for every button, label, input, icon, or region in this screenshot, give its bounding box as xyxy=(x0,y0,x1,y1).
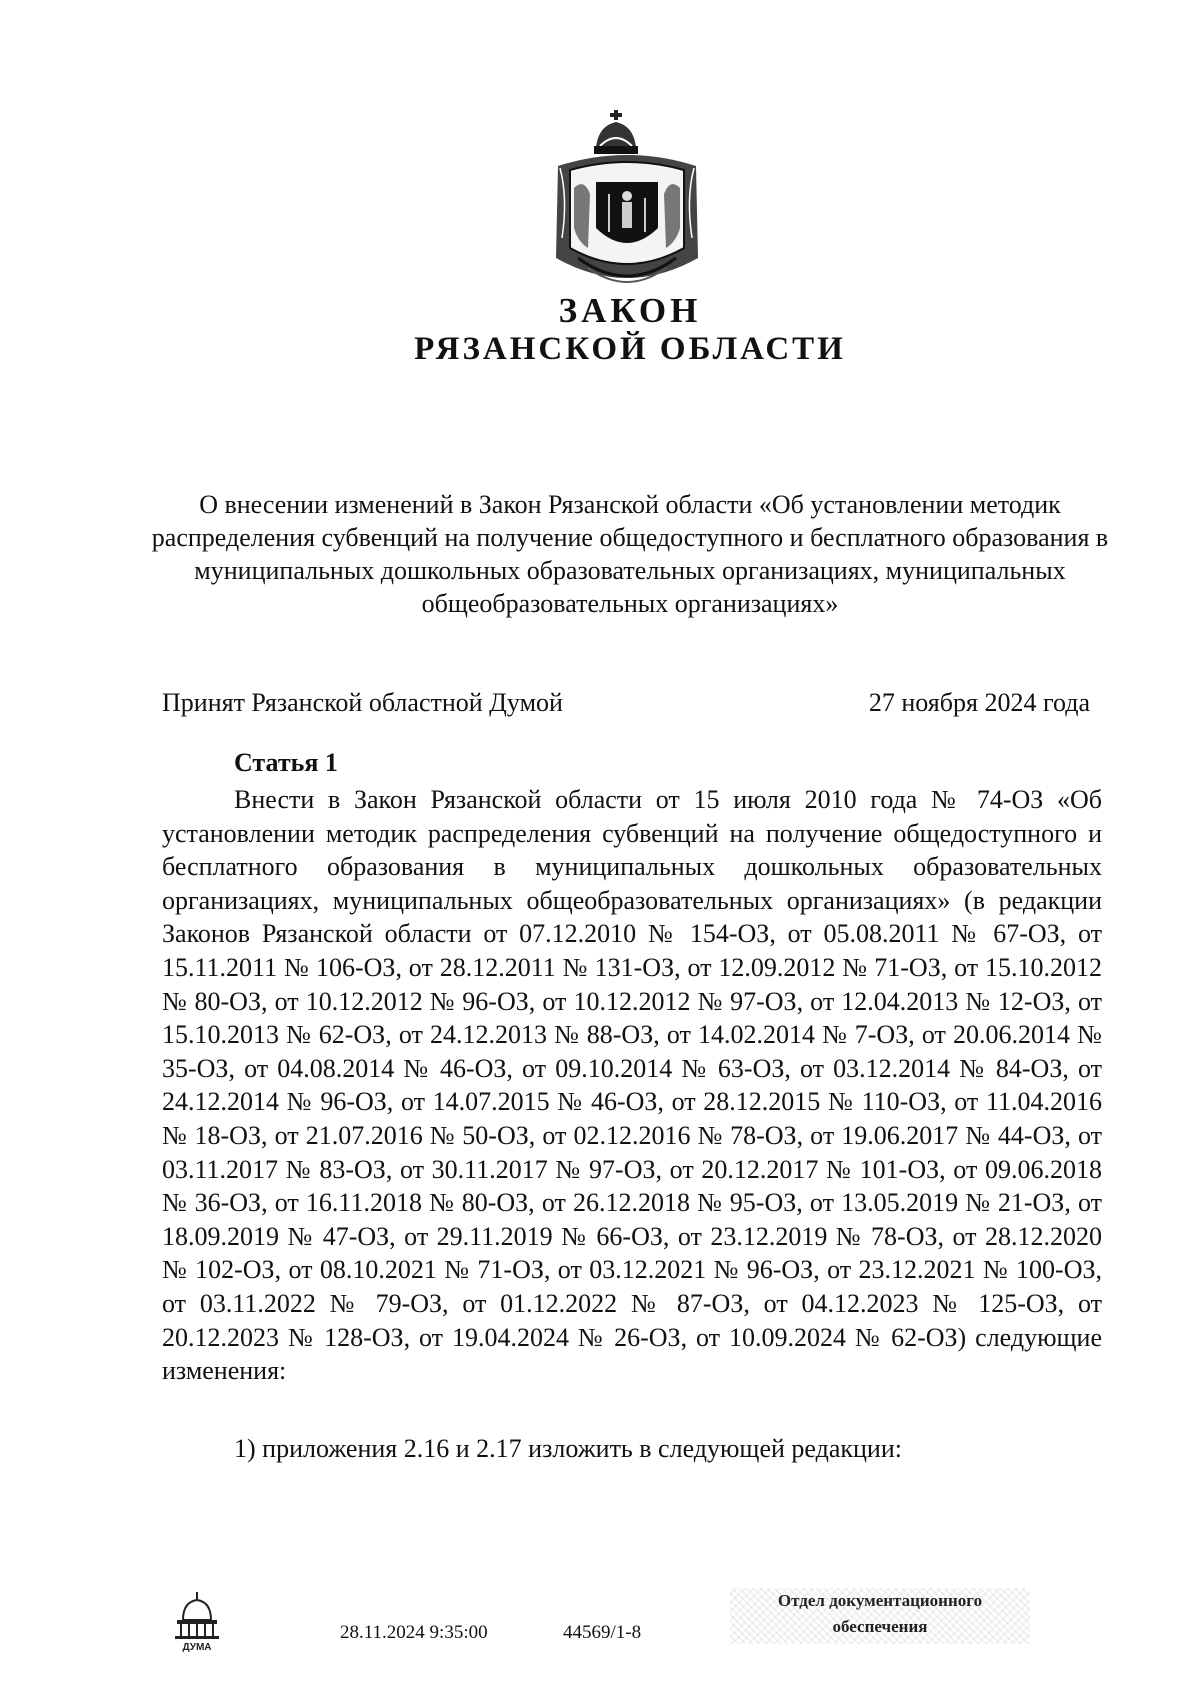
article-1-body: Внести в Закон Рязанской области от 15 июля 2010 года № 74-ОЗ «Об установлении методик распределения субвенций на получение общедоступного и бесплатного образования в муниципальных дошкольных образовательных организациях, муниципальных общеобразовательных организациях» (в редакции Законов Рязанской области от 07.12.2010 № 154-ОЗ, от 05.08.2011 № 67-ОЗ, от 15.11.2011 № 106-ОЗ, от 28.12.2011 № 131-ОЗ, от 12.09.2012 № 71-ОЗ, от 15.10.2012 № 80-ОЗ, от 10.12.2012 № 96-ОЗ, от 10.12.2012 № 97-ОЗ, от 12.04.2013 № 12-ОЗ, от 15.10.2013 № 62-ОЗ, от 24.12.2013 № 88-ОЗ, от 14.02.2014 № 7-ОЗ, от 20.06.2014 № 35-ОЗ, от 04.08.2014 № 46-ОЗ, от 09.10.2014 № 63-ОЗ, от 03.12.2014 № 84-ОЗ, от 24.12.2014 № 96-ОЗ, от 14.07.2015 № 46-ОЗ, от 28.12.2015 № 110-ОЗ, от 11.04.2016 № 18-ОЗ, от 21.07.2016 № 50-ОЗ, от 02.12.2016 № 78-ОЗ, от 19.06.2017 № 44-ОЗ, от 03.11.2017 № 83-ОЗ, от 30.11.2017 № 97-ОЗ, от 20.12.2017 № 101-ОЗ, от 09.06.2018 № 36-ОЗ, от 16.11.2018 № 80-ОЗ, от 26.12.2018 № 95-ОЗ, от 13.05.2019 № 21-ОЗ, от 18.09.2019 № 47-ОЗ, от 29.11.2019 № 66-ОЗ, от 23.12.2019 № 78-ОЗ, от 28.12.2020 № 102-ОЗ, от 08.10.2021 № 71-ОЗ, от 03.12.2021 № 96-ОЗ, от 23.12.2021 № 100-ОЗ, от 03.11.2022 № 79-ОЗ, от 01.12.2022 № 87-ОЗ, от 04.12.2023 № 125-ОЗ, от 20.12.2023 № 128-ОЗ, от 19.04.2024 № 26-ОЗ, от 10.09.2024 № 62-ОЗ) следующие изменения: xyxy=(162,785,1102,1386)
stamp-line-1: Отдел документационного xyxy=(777,1591,983,1610)
duma-building-icon xyxy=(171,1590,223,1654)
coat-of-arms-icon xyxy=(548,108,706,300)
adoption-date: 27 ноября 2024 года xyxy=(868,688,1090,717)
law-subject: О внесении изменений в Закон Рязанской области «Об установлении методик распределения субвенций на получение общедоступного и бесплатного образования в муниципальных дошкольных образовательных организациях, муниципальных общеобразовательных организациях» xyxy=(151,490,1109,618)
stamp-line-2: обеспечения xyxy=(832,1617,928,1636)
adopted-by: Принят Рязанской областной Думой xyxy=(162,688,563,717)
document-title-region: РЯЗАНСКОЙ ОБЛАСТИ xyxy=(414,331,846,367)
registration-timestamp: 28.11.2024 9:35:00 xyxy=(340,1622,488,1643)
document-title-law: ЗАКОН xyxy=(558,291,702,330)
registration-number: 44569/1-8 xyxy=(563,1622,642,1643)
article-1-heading: Статья 1 xyxy=(234,748,338,777)
article-1-item-1: 1) приложения 2.16 и 2.17 изложить в следующей редакции: xyxy=(234,1434,902,1463)
duma-logo-text: ДУМА xyxy=(182,1642,212,1653)
department-stamp xyxy=(730,1588,1030,1644)
